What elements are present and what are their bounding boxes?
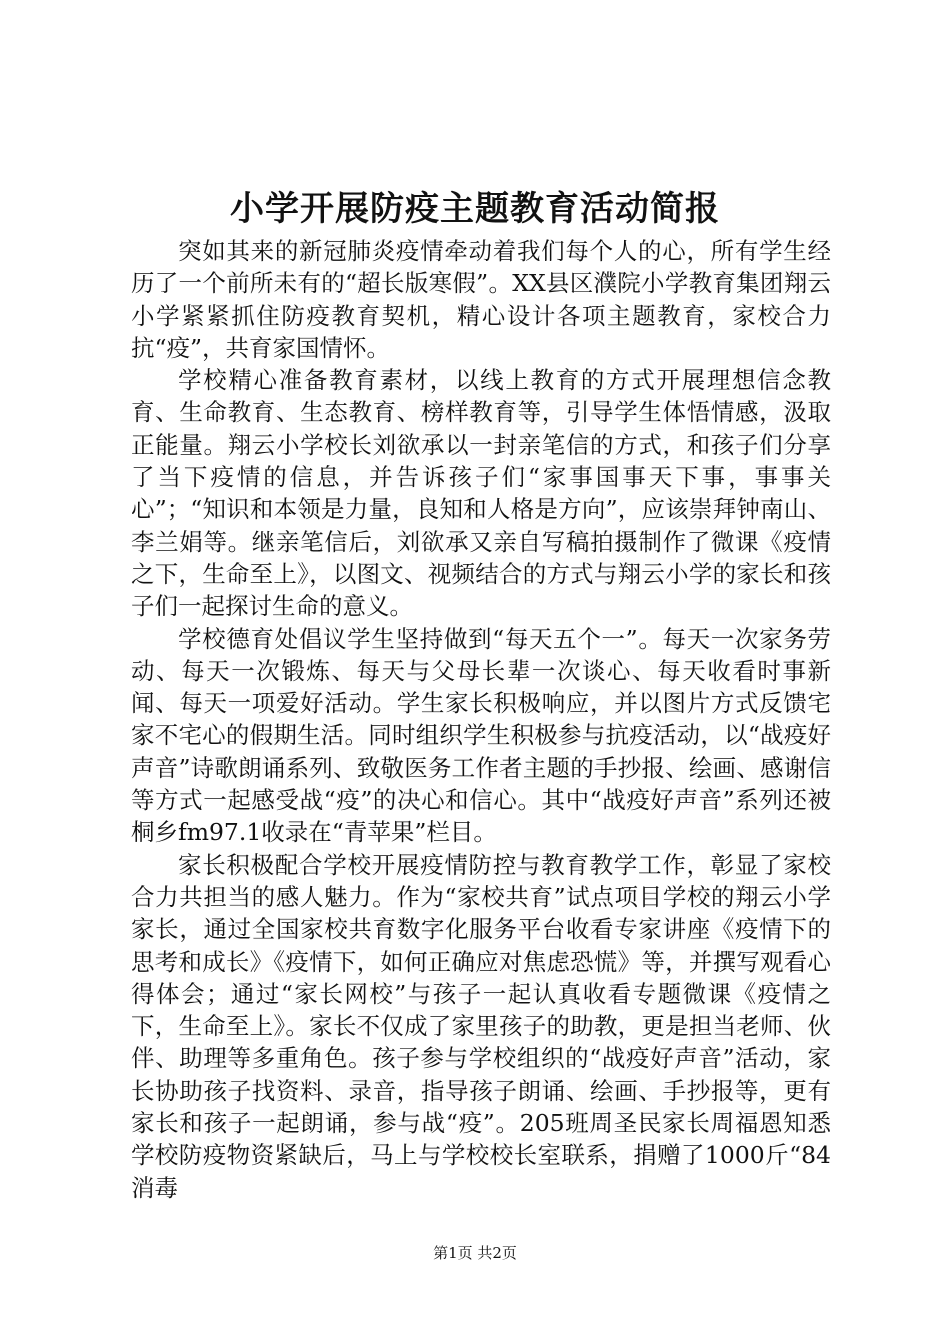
paragraph-3: 学校德育处倡议学生坚持做到“每天五个一”。每天一次家务劳动、每天一次锻炼、每天与父母长辈一次谈心、每天收看时事新闻、每天一项爱好活动。学生家长积极响应，并以图片方式反馈宅家不宅心的假期生活。同时组织学生积极参与抗疫活动，以“战疫好声音”诗歌朗诵系列、致敬医务工作者主题的手抄报、绘画、感谢信等方式一起感受战“疫”的决心和信心。其中“战疫好声音”系列还被桐乡fm97.1收录在“青苹果”栏目。: [131, 624, 831, 847]
paragraph-4: 家长积极配合学校开展疫情防控与教育教学工作，彰显了家校合力共担当的感人魅力。作为“家校共育”试点项目学校的翔云小学家长，通过全国家校共育数字化服务平台收看专家讲座《疫情下的思考和成长》《疫情下，如何正确应对焦虑恐慌》等，并撰写观看心得体会；通过“家长网校”与孩子一起认真收看专题微课《疫情之下，生命至上》。家长不仅成了家里孩子的助教，更是担当老师、伙伴、助理等多重角色。孩子参与学校组织的“战疫好声音”活动，家长协助孩子找资料、录音，指导孩子朗诵、绘画、手抄报等，更有家长和孩子一起朗诵，参与战“疫”。205班周圣民家长周福恩知悉学校防疫物资紧缺后，马上与学校校长室联系，捐赠了1000斤“84消毒: [131, 850, 831, 1202]
document-title: 小学开展防疫主题教育活动简报: [230, 189, 720, 229]
document-body: [131, 235, 831, 1204]
paragraph-2: 学校精心准备教育素材，以线上教育的方式开展理想信念教育、生命教育、生态教育、榜样教育等，引导学生体悟情感，汲取正能量。翔云小学校长刘欲承以一封亲笔信的方式，和孩子们分享了当下疫情的信息，并告诉孩子们“家事国事天下事，事事关心”；“知识和本领是力量，良知和人格是方向”，应该崇拜钟南山、李兰娟等。继亲笔信后，刘欲承又亲自写稿拍摄制作了微课《疫情之下，生命至上》，以图文、视频结合的方式与翔云小学的家长和孩子们一起探讨生命的意义。: [131, 366, 831, 621]
page-footer: 第1页 共2页: [433, 1244, 517, 1262]
paragraph-1: 突如其来的新冠肺炎疫情牵动着我们每个人的心，所有学生经历了一个前所未有的“超长版寒假”。XX县区濮院小学教育集团翔云小学紧紧抓住防疫教育契机，精心设计各项主题教育，家校合力抗“疫”，共育家国情怀。: [131, 237, 831, 362]
